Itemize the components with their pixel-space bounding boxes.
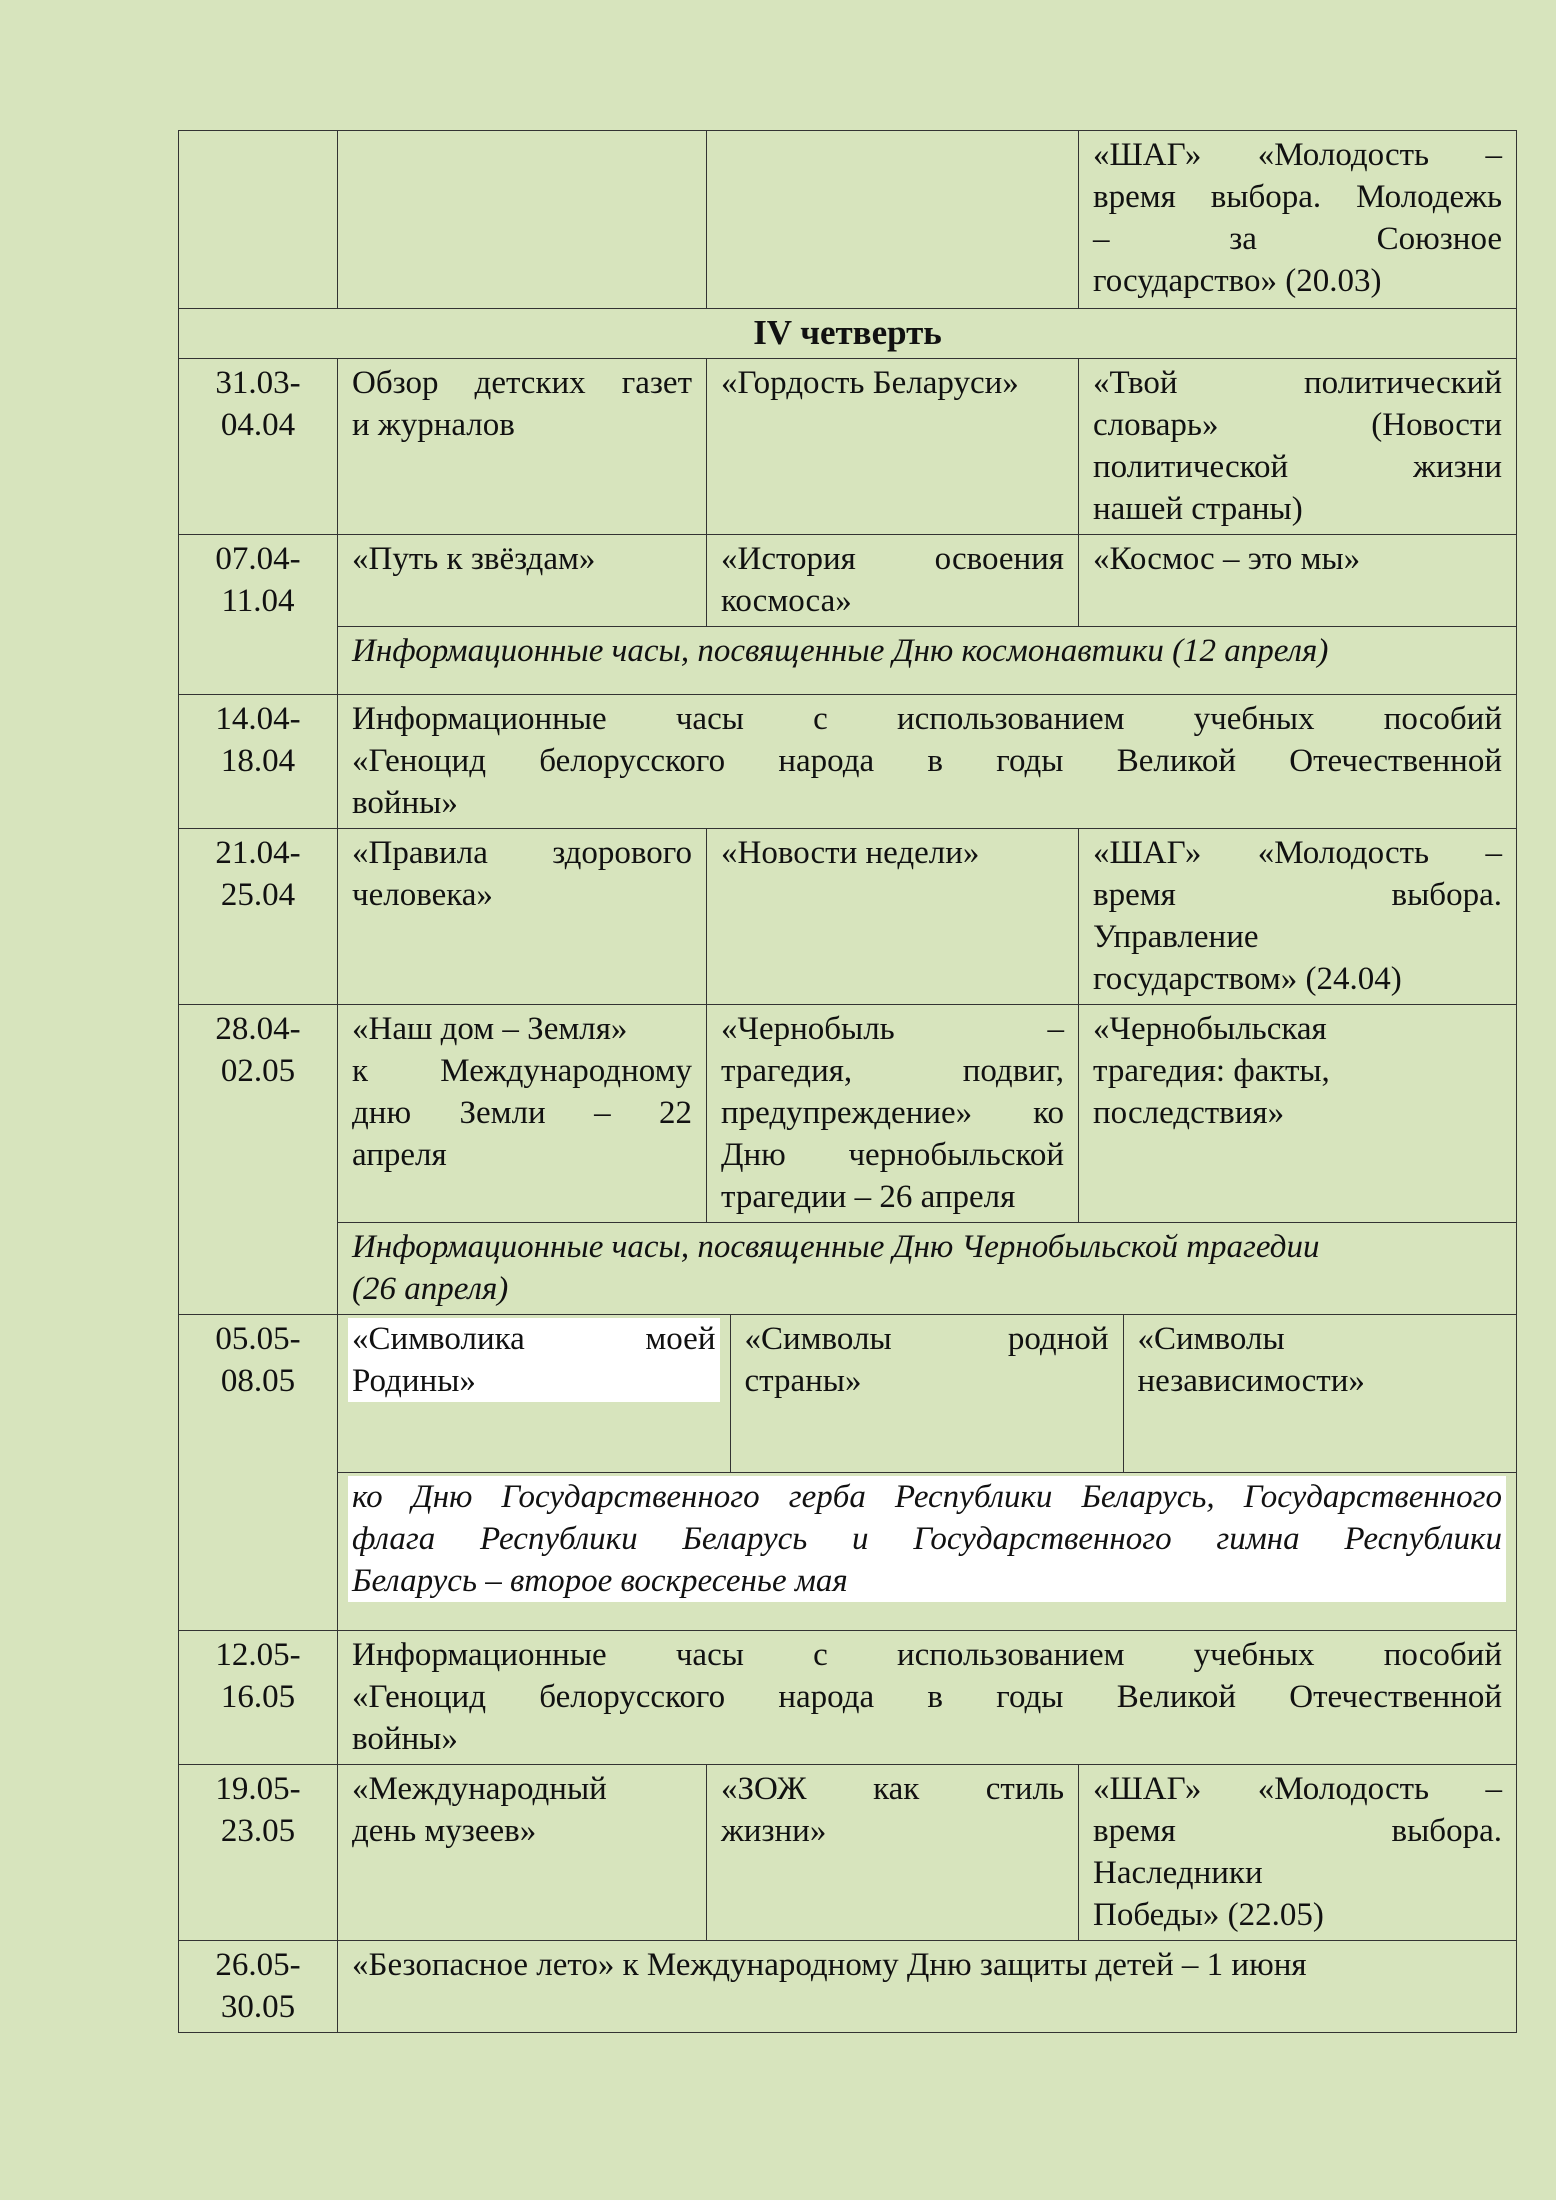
text-line: предупреждение» ко (721, 1095, 1064, 1131)
text-line: день музеев» (352, 1813, 537, 1849)
text-line: Информационные часы, посвященные Дню Чернобыльской трагедии (352, 1229, 1320, 1265)
schedule-table (178, 130, 1517, 2033)
cell (1079, 1765, 1517, 1941)
cell (338, 695, 1517, 829)
quarter-heading-row (179, 309, 1517, 359)
cell (338, 359, 707, 535)
text-line: жизни» (721, 1813, 827, 1849)
date-cell (179, 1941, 338, 2033)
date-start: 14.04- (215, 701, 301, 737)
text-line: «Правила здорового (352, 835, 692, 871)
text-line: войны» (352, 785, 458, 821)
text-line: и журналов (352, 407, 515, 443)
text-line: Беларусь – второе воскресенье мая (352, 1563, 848, 1599)
date-cell (179, 1765, 338, 1941)
text-line: Наследники (1093, 1855, 1263, 1891)
text-line: Дню чернобыльской (721, 1137, 1064, 1173)
cell (338, 131, 707, 309)
cell (338, 1631, 1517, 1765)
date-end: 16.05 (220, 1679, 296, 1715)
cell (1079, 359, 1517, 535)
text-line: «Геноцид белорусского народа в годы Великой Отечественной (352, 1679, 1502, 1715)
table-row (179, 695, 1517, 829)
cell: «Космос – это мы» (1079, 535, 1517, 627)
date-cell (179, 1005, 338, 1315)
text-line: «Наш дом – Земля» (352, 1011, 628, 1047)
date-start: 05.05- (215, 1321, 301, 1357)
table-row (179, 1005, 1517, 1223)
cell (707, 535, 1079, 627)
note-cell (338, 1473, 1517, 1631)
text-line: «ШАГ» «Молодость – (1093, 835, 1502, 871)
cell: «Путь к звёздам» (338, 535, 707, 627)
text-line: апреля (352, 1137, 447, 1173)
text-line: нашей страны) (1093, 491, 1303, 527)
text-line: «ШАГ» «Молодость – (1093, 137, 1502, 173)
table-row (179, 1473, 1517, 1631)
cell (707, 131, 1079, 309)
text-line: Информационные часы с использованием учебных пособий (352, 1637, 1502, 1673)
text-line: «Международный (352, 1771, 607, 1807)
symbols-subtable (338, 1315, 1516, 1472)
text-line: Родины» (352, 1363, 476, 1399)
date-cell (179, 1315, 338, 1631)
text-line: трагедии – 26 апреля (721, 1179, 1016, 1215)
text-line: страны» (744, 1363, 862, 1399)
cell: «Новости недели» (707, 829, 1079, 1005)
table-row (179, 1223, 1517, 1315)
text-line: (26 апреля) (352, 1271, 509, 1307)
text-line: Информационные часы с использованием учебных пособий (352, 701, 1502, 737)
date-cell (179, 359, 338, 535)
date-cell (179, 131, 338, 309)
table-row (179, 627, 1517, 695)
text-line: ко Дню Государственного герба Республики Беларусь, Государственного (352, 1479, 1502, 1515)
cell (707, 1765, 1079, 1941)
text-line: последствия» (1093, 1095, 1285, 1131)
note-cell (338, 1223, 1517, 1315)
symbols-cell (338, 1315, 1517, 1473)
table-row (179, 359, 1517, 535)
text-line: космоса» (721, 583, 852, 619)
cell (1079, 131, 1517, 309)
note-cell: Информационные часы, посвященные Дню космонавтики (12 апреля) (338, 627, 1517, 695)
date-start: 19.05- (215, 1771, 301, 1807)
cell (1079, 1005, 1517, 1223)
date-end: 23.05 (220, 1813, 296, 1849)
cell (730, 1315, 1123, 1472)
highlighted-text (348, 1476, 1506, 1602)
table-row (179, 1941, 1517, 2033)
text-line: Победы» (22.05) (1093, 1897, 1324, 1933)
table-row (179, 1315, 1517, 1473)
table-row (179, 1631, 1517, 1765)
date-cell (179, 535, 338, 695)
text-line: Управление (1093, 919, 1259, 955)
text-line: «Геноцид белорусского народа в годы Великой Отечественной (352, 743, 1502, 779)
text-line: «История освоения (721, 541, 1064, 577)
text-line: «Символы родной (744, 1321, 1109, 1357)
text-line: политической жизни (1093, 449, 1502, 485)
cell (1079, 829, 1517, 1005)
text-line: человека» (352, 877, 493, 913)
text-line: трагедия: факты, (1093, 1053, 1330, 1089)
text-line: «Чернобыльская (1093, 1011, 1327, 1047)
text-line: войны» (352, 1721, 458, 1757)
cell (338, 1005, 707, 1223)
date-start: 28.04- (215, 1011, 301, 1047)
text-line: «Твой политический (1093, 365, 1502, 401)
text-line: независимости» (1137, 1363, 1365, 1399)
text-line: к Международному (352, 1053, 692, 1089)
date-cell (179, 1631, 338, 1765)
date-start: 21.04- (215, 835, 301, 871)
text-line: Обзор детских газет (352, 365, 692, 401)
date-start: 07.04- (215, 541, 301, 577)
table-row (179, 829, 1517, 1005)
date-start: 31.03- (215, 365, 301, 401)
cell (1123, 1315, 1516, 1472)
date-start: 26.05- (215, 1947, 301, 1983)
table-row (179, 535, 1517, 627)
text-line: время выбора. Молодежь (1093, 179, 1502, 215)
cell (338, 829, 707, 1005)
text-line: «Символика моей (352, 1321, 716, 1357)
cell (338, 1315, 730, 1472)
text-line: – за Союзное (1093, 221, 1502, 257)
table-row (179, 1765, 1517, 1941)
cell: «Гордость Беларуси» (707, 359, 1079, 535)
date-cell (179, 695, 338, 829)
date-end: 08.05 (220, 1363, 296, 1399)
text-line: «ШАГ» «Молодость – (1093, 1771, 1502, 1807)
highlighted-text (348, 1318, 720, 1402)
cell (707, 1005, 1079, 1223)
date-end: 11.04 (221, 583, 295, 619)
text-line: «Символы (1137, 1321, 1285, 1357)
date-end: 02.05 (220, 1053, 296, 1089)
text-line: трагедия, подвиг, (721, 1053, 1064, 1089)
date-end: 30.05 (220, 1989, 296, 2025)
text-line: «Чернобыль – (721, 1011, 1064, 1047)
text-line: словарь» (Новости (1093, 407, 1502, 443)
quarter-heading: IV четверть (179, 309, 1517, 359)
cell: «Безопасное лето» к Международному Дню защиты детей – 1 июня (338, 1941, 1517, 2033)
text-line: государством» (24.04) (1093, 961, 1402, 997)
date-end: 04.04 (220, 407, 296, 443)
text-line: «ЗОЖ как стиль (721, 1771, 1064, 1807)
text-line: флага Республики Беларусь и Государственного гимна Республики (352, 1521, 1502, 1557)
text-line: государство» (20.03) (1093, 263, 1382, 299)
date-end: 18.04 (220, 743, 296, 779)
date-cell (179, 829, 338, 1005)
text-line: дню Земли – 22 (352, 1095, 692, 1131)
text-line: время выбора. (1093, 877, 1502, 913)
text-line: время выбора. (1093, 1813, 1502, 1849)
date-start: 12.05- (215, 1637, 301, 1673)
date-end: 25.04 (220, 877, 296, 913)
table-row (179, 131, 1517, 309)
cell (338, 1765, 707, 1941)
